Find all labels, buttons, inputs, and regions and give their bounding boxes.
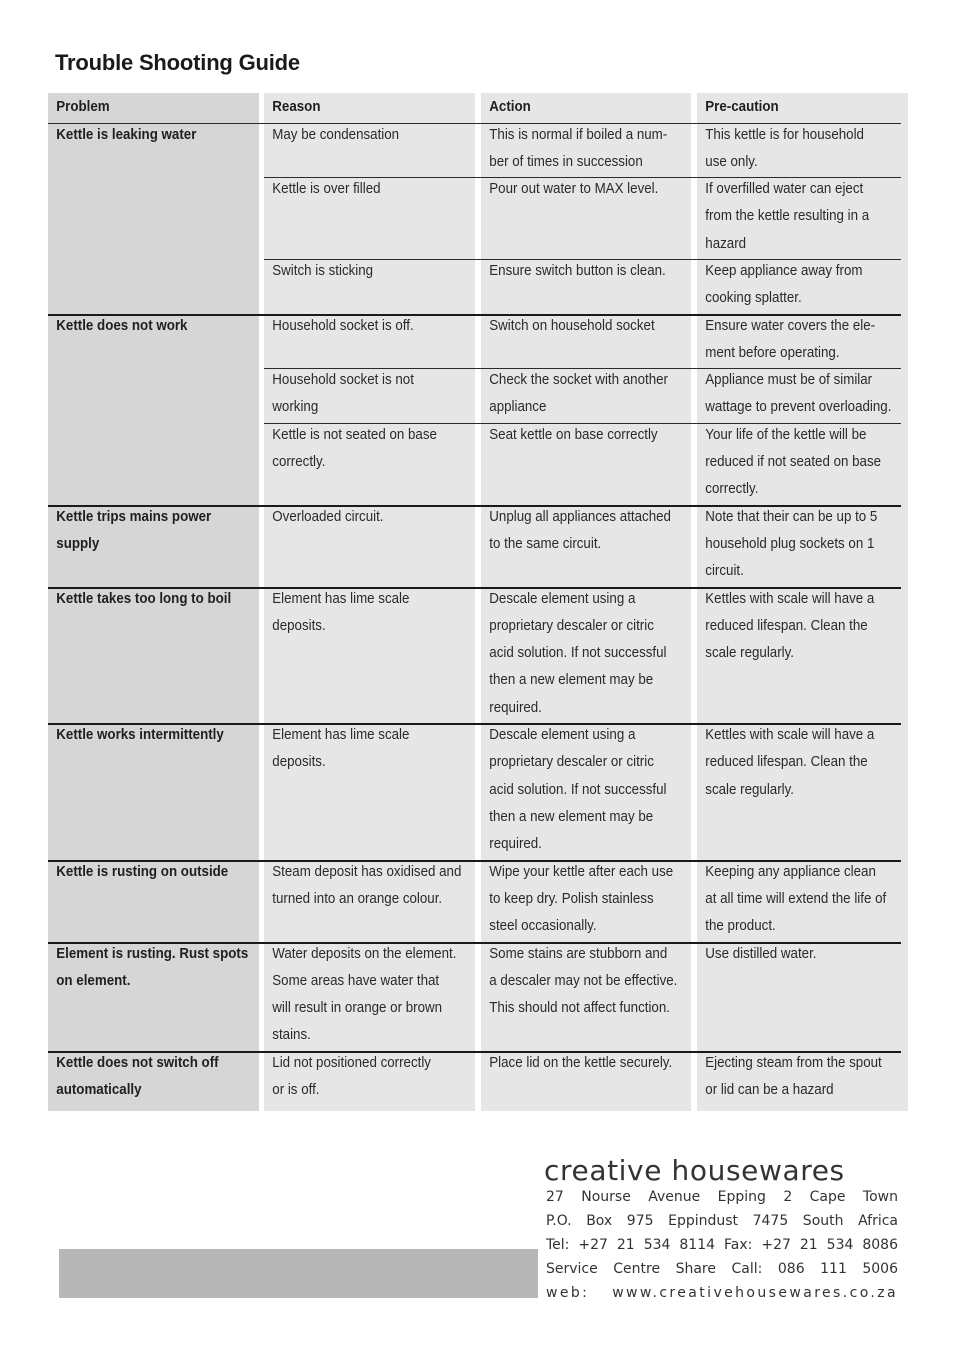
- address-line: web: www.creativehousewares.co.za: [546, 1285, 898, 1301]
- precaution-cell-line: Note that their can be up to 5: [705, 508, 878, 525]
- reason-cell-line: Element has lime scale: [272, 727, 410, 744]
- problem-cell-line: Kettle takes too long to boil: [56, 590, 232, 607]
- precaution-cell-line: reduced lifespan. Clean the: [705, 617, 868, 634]
- problem-cell: [48, 859, 259, 886]
- action-cell-line: appliance: [489, 399, 547, 416]
- action-cell-line: acid solution. If not successful: [489, 645, 667, 662]
- precaution-cell-line: the product.: [705, 918, 776, 935]
- action-cell: [481, 722, 691, 858]
- precaution-cell: [697, 176, 910, 258]
- reason-cell-line: Kettle is not seated on base: [272, 426, 437, 443]
- reason-cell-line: Kettle is over filled: [272, 181, 381, 198]
- precaution-cell-line: reduced if not seated on base: [705, 454, 882, 471]
- precaution-cell-line: Kettles with scale will have a: [705, 727, 875, 744]
- action-cell-line: then a new element may be: [489, 808, 654, 825]
- action-cell-line: then a new element may be: [489, 672, 654, 689]
- action-cell-line: required.: [489, 699, 542, 716]
- problem-cell-line: Kettle is leaking water: [56, 126, 197, 143]
- reason-cell: [264, 859, 475, 914]
- problem-cell-line: Kettle does not work: [56, 317, 188, 334]
- reason-cell-line: Water deposits on the element.: [272, 945, 457, 962]
- reason-cell: [264, 1050, 475, 1105]
- precaution-cell-line: household plug sockets on 1: [705, 535, 875, 552]
- precaution-cell-line: correctly.: [705, 481, 759, 498]
- action-cell-line: acid solution. If not successful: [489, 781, 667, 798]
- address-line: P.O. Box 975 Eppindust 7475 South Africa: [546, 1213, 898, 1229]
- precaution-cell: [697, 422, 910, 504]
- action-cell-line: This should not affect function.: [489, 1000, 670, 1017]
- action-cell-line: This is normal if boiled a num-: [489, 126, 668, 143]
- precaution-cell: [697, 586, 910, 668]
- problem-cell-line: on element.: [56, 972, 131, 989]
- reason-cell: [264, 258, 475, 285]
- precaution-cell-line: ment before operating.: [705, 344, 840, 361]
- reason-cell: [264, 176, 475, 203]
- precaution-cell-line: hazard: [705, 235, 747, 252]
- problem-cell: [48, 941, 259, 996]
- action-cell-line: to the same circuit.: [489, 535, 602, 552]
- action-cell-line: Place lid on the kettle securely.: [489, 1054, 673, 1071]
- problem-cell: [48, 586, 259, 613]
- action-cell-line: proprietary descaler or citric: [489, 754, 654, 771]
- address-line: Tel: +27 21 534 8114 Fax: +27 21 534 8086: [546, 1237, 898, 1253]
- precaution-cell-line: Kettles with scale will have a: [705, 590, 875, 607]
- precaution-cell-line: from the kettle resulting in a: [705, 208, 870, 225]
- action-cell: [481, 313, 691, 340]
- reason-cell: [264, 722, 475, 777]
- action-cell: [481, 367, 691, 422]
- reason-cell-line: or is off.: [272, 1081, 320, 1098]
- action-cell: [481, 1050, 691, 1077]
- reason-cell-line: Steam deposit has oxidised and: [272, 863, 462, 880]
- reason-cell: [264, 313, 475, 340]
- precaution-cell-line: or lid can be a hazard: [705, 1081, 834, 1098]
- action-cell-line: Pour out water to MAX level.: [489, 181, 659, 198]
- precaution-cell: [697, 258, 910, 313]
- footer-grey-bar: [59, 1249, 538, 1298]
- brand-logo: creative housewares: [544, 1154, 845, 1187]
- column-header: Action: [489, 99, 531, 115]
- action-cell-line: steel occasionally.: [489, 918, 597, 935]
- action-cell-line: Switch on household socket: [489, 317, 655, 334]
- problem-cell-line: supply: [56, 535, 100, 552]
- reason-cell-line: will result in orange or brown: [272, 1000, 443, 1017]
- reason-cell-line: Switch is sticking: [272, 263, 374, 279]
- action-cell: [481, 859, 691, 941]
- reason-cell-line: Some areas have water that: [272, 972, 440, 989]
- action-cell-line: a descaler may not be effective.: [489, 972, 678, 989]
- problem-cell-line: Kettle does not switch off: [56, 1054, 219, 1071]
- precaution-cell: [697, 1050, 910, 1105]
- precaution-cell: [697, 367, 910, 422]
- reason-cell-line: Household socket is not: [272, 372, 414, 389]
- action-cell: [481, 122, 691, 177]
- action-cell: [481, 504, 691, 559]
- precaution-cell: [697, 722, 910, 804]
- precaution-cell: [697, 941, 910, 968]
- precaution-cell-line: at all time will extend the life of: [705, 890, 887, 907]
- reason-cell-line: correctly.: [272, 454, 326, 471]
- precaution-cell: [697, 504, 910, 586]
- address-line: Service Centre Share Call: 086 111 5006: [546, 1261, 898, 1277]
- precaution-cell-line: Appliance must be of similar: [705, 372, 873, 389]
- action-cell-line: Ensure switch button is clean.: [489, 263, 666, 279]
- reason-cell-line: Household socket is off.: [272, 317, 414, 334]
- column-header: Reason: [272, 99, 321, 115]
- precaution-cell-line: cooking splatter.: [705, 290, 802, 307]
- action-cell-line: Check the socket with another: [489, 372, 668, 389]
- action-cell: [481, 422, 691, 449]
- precaution-cell-line: wattage to prevent overloading.: [705, 399, 892, 416]
- action-cell: [481, 176, 691, 203]
- precaution-cell: [697, 313, 910, 368]
- precaution-cell-line: If overfilled water can eject: [705, 181, 864, 198]
- reason-cell-line: Element has lime scale: [272, 590, 410, 607]
- action-cell-line: ber of times in succession: [489, 153, 643, 170]
- precaution-cell-line: scale regularly.: [705, 645, 795, 662]
- reason-cell-line: deposits.: [272, 754, 326, 771]
- column-header: Pre-caution: [705, 99, 779, 115]
- action-cell-line: Seat kettle on base correctly: [489, 426, 658, 443]
- problem-cell: [48, 122, 259, 149]
- reason-cell: [264, 367, 475, 422]
- problem-cell-line: automatically: [56, 1081, 142, 1098]
- problem-cell-line: Kettle is rusting on outside: [56, 863, 229, 880]
- precaution-cell-line: Keep appliance away from: [705, 263, 863, 279]
- reason-cell-line: deposits.: [272, 617, 326, 634]
- precaution-cell-line: Ejecting steam from the spout: [705, 1054, 882, 1071]
- reason-cell: [264, 422, 475, 477]
- reason-cell-line: Overloaded circuit.: [272, 508, 384, 525]
- problem-cell: [48, 504, 259, 559]
- reason-cell: [264, 122, 475, 149]
- precaution-cell-line: This kettle is for household: [705, 126, 864, 143]
- precaution-cell-line: scale regularly.: [705, 781, 795, 798]
- problem-cell-line: Kettle trips mains power: [56, 508, 212, 525]
- precaution-cell: [697, 859, 910, 941]
- precaution-cell-line: use only.: [705, 153, 758, 170]
- precaution-cell-line: Your life of the kettle will be: [705, 426, 867, 443]
- action-cell: [481, 258, 691, 285]
- problem-cell: [48, 313, 259, 340]
- column-header: Problem: [56, 99, 110, 115]
- precaution-cell: [697, 122, 910, 177]
- action-cell-line: Wipe your kettle after each use: [489, 863, 674, 880]
- problem-cell: [48, 1050, 259, 1105]
- action-cell-line: required.: [489, 836, 542, 853]
- action-cell-line: to keep dry. Polish stainless: [489, 890, 654, 907]
- action-cell-line: Descale element using a: [489, 590, 636, 607]
- reason-cell-line: Lid not positioned correctly: [272, 1054, 431, 1071]
- action-cell-line: Some stains are stubborn and: [489, 945, 668, 962]
- action-cell-line: proprietary descaler or citric: [489, 617, 654, 634]
- reason-cell: [264, 504, 475, 531]
- action-cell: [481, 941, 691, 1023]
- address-line: 27 Nourse Avenue Epping 2 Cape Town: [546, 1189, 898, 1205]
- reason-cell-line: stains.: [272, 1027, 311, 1044]
- reason-cell-line: working: [272, 399, 319, 416]
- action-cell-line: Unplug all appliances attached: [489, 508, 671, 525]
- precaution-cell-line: Use distilled water.: [705, 945, 817, 962]
- problem-cell-line: Kettle works intermittently: [56, 727, 224, 744]
- precaution-cell-line: Keeping any appliance clean: [705, 863, 876, 880]
- problem-cell: [48, 722, 259, 749]
- page-title: Trouble Shooting Guide: [55, 50, 300, 75]
- action-cell-line: Descale element using a: [489, 727, 636, 744]
- problem-cell-line: Element is rusting. Rust spots: [56, 945, 249, 962]
- precaution-cell-line: circuit.: [705, 563, 744, 580]
- reason-cell-line: May be condensation: [272, 126, 400, 143]
- action-cell: [481, 586, 691, 722]
- precaution-cell-line: reduced lifespan. Clean the: [705, 754, 868, 771]
- reason-cell: [264, 586, 475, 641]
- precaution-cell-line: Ensure water covers the ele-: [705, 317, 876, 334]
- reason-cell-line: turned into an orange colour.: [272, 890, 443, 907]
- reason-cell: [264, 941, 475, 1050]
